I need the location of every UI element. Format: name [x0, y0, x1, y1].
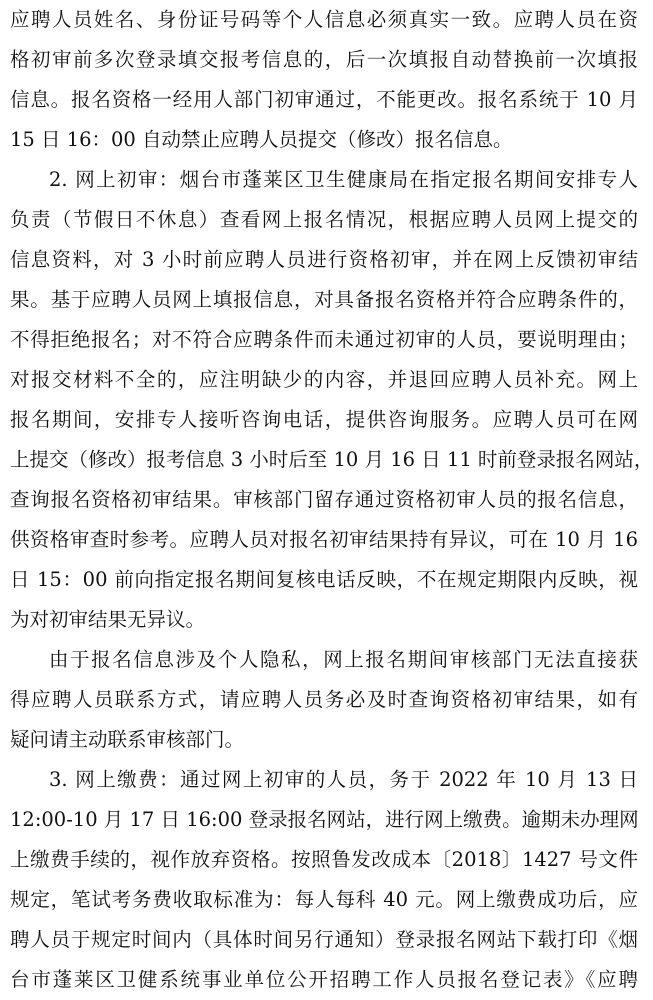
paragraph-1-line-2: 格初审前多次登录填交报考信息的，后一次填报自动替换前一次填报	[10, 48, 638, 71]
paragraph-2-line-5: 不得拒绝报名；对不符合应聘条件而未通过初审的人员，要说明理由；	[10, 328, 638, 351]
paragraph-2-line-6: 对报交材料不全的，应注明缺少的内容，并退回应聘人员补充。网上	[10, 368, 638, 391]
paragraph-2-line-4: 果。基于应聘人员网上填报信息，对具备报名资格并符合应聘条件的，	[10, 288, 638, 311]
paragraph-4-line-4: 规定，笔试考务费收取标准为：每人每科 40 元。网上缴费成功后，应	[10, 888, 638, 911]
paragraph-3-line-2: 得应聘人员联系方式，请应聘人员务必及时查询资格初审结果，如有	[10, 688, 638, 711]
paragraph-1-line-4: 15 日 16：00 自动禁止应聘人员提交（修改）报名信息。	[10, 128, 513, 151]
paragraph-2-line-11: 日 15：00 前向指定报名期间复核电话反映，不在规定期限内反映，视	[10, 568, 638, 591]
paragraph-2-line-9: 查询报名资格初审结果。审核部门留存通过资格初审人员的报名信息，	[10, 488, 638, 511]
paragraph-2-line-2: 负责（节假日不休息）查看网上报名情况，根据应聘人员网上提交的	[10, 208, 638, 231]
paragraph-4-line-5: 聘人员于规定时间内（具体时间另行通知）登录报名网站下载打印《烟	[10, 928, 638, 951]
paragraph-1-line-3: 信息。报名资格一经用人部门初审通过，不能更改。报名系统于 10 月	[10, 88, 638, 111]
paragraph-3-line-3: 疑问请主动联系审核部门。	[10, 728, 245, 751]
paragraph-4-line-3: 上缴费手续的，视作放弃资格。按照鲁发改成本〔2018〕1427 号文件	[10, 848, 638, 871]
paragraph-1-line-1: 应聘人员姓名、身份证号码等个人信息必须真实一致。应聘人员在资	[10, 8, 638, 31]
paragraph-2-line-7: 报名期间，安排专人接听咨询电话，提供咨询服务。应聘人员可在网	[10, 408, 638, 431]
paragraph-2-line-8: 上提交（修改）报考信息 3 小时后至 10 月 16 日 11 时前登录报名网站，	[10, 448, 653, 471]
paragraph-2-line-1: 2. 网上初审：烟台市蓬莱区卫生健康局在指定报名期间安排专人	[49, 168, 638, 191]
paragraph-4-line-1: 3. 网上缴费：通过网上初审的人员，务于 2022 年 10 月 13 日	[49, 768, 638, 791]
paragraph-4-line-2: 12:00-10 月 17 日 16:00 登录报名网站，进行网上缴费。逾期未办理网	[10, 808, 639, 831]
paragraph-4-line-6: 台市蓬莱区卫健系统事业单位公开招聘工作人员报名登记表》《应聘	[10, 968, 638, 991]
paragraph-3-line-1: 由于报名信息涉及个人隐私，网上报名期间审核部门无法直接获	[49, 648, 638, 671]
paragraph-2-line-12: 为对初审结果无异议。	[10, 608, 206, 631]
paragraph-2-line-10: 供资格审查时参考。应聘人员对报名初审结果持有异议，可在 10 月 16	[10, 528, 638, 551]
paragraph-2-line-3: 信息资料，对 3 小时前应聘人员进行资格初审，并在网上反馈初审结	[10, 248, 638, 271]
